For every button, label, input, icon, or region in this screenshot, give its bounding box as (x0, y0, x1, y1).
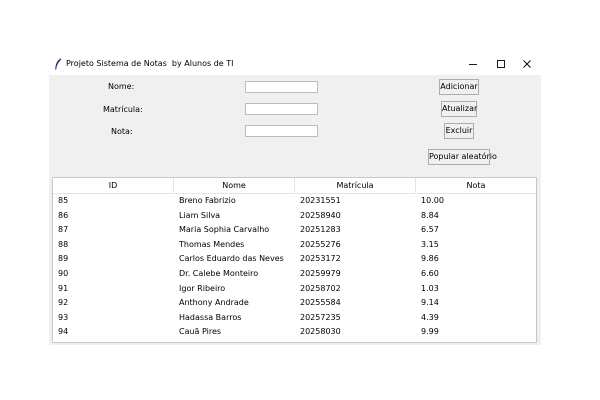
cell-nota: 9.86 (421, 254, 439, 264)
nome-label: Nome: (108, 82, 135, 91)
cell-matricula: 20258030 (300, 327, 341, 337)
nome-input[interactable] (245, 81, 318, 93)
nota-label: Nota: (111, 127, 133, 136)
cell-matricula: 20258940 (300, 210, 341, 220)
column-header-nome[interactable]: Nome (174, 178, 295, 194)
table-row[interactable] (53, 282, 536, 297)
cell-matricula: 20255584 (300, 298, 341, 308)
cell-nome: Thomas Mendes (179, 239, 245, 249)
table-header (53, 178, 536, 194)
table-row[interactable] (53, 325, 536, 340)
table-row[interactable] (53, 311, 536, 326)
cell-matricula: 20259979 (300, 268, 341, 278)
minimize-button[interactable] (459, 53, 487, 75)
maximize-icon (496, 59, 506, 69)
cell-nome: Hadassa Barros (179, 312, 242, 322)
cell-nome: Maria Sophia Carvalho (179, 225, 270, 235)
table-row[interactable] (53, 209, 536, 224)
atualizar-button[interactable]: Atualizar (441, 101, 477, 117)
cell-id: 86 (58, 210, 69, 220)
cell-id: 89 (58, 254, 69, 264)
cell-nome: Dr. Calebe Monteiro (179, 268, 259, 278)
minimize-icon (468, 59, 478, 69)
matricula-label: Matrícula: (103, 105, 143, 114)
column-header-matricula[interactable]: Matrícula (295, 178, 416, 194)
column-header-nota[interactable]: Nota (416, 178, 536, 194)
cell-id: 94 (58, 327, 69, 337)
cell-nota: 8.84 (421, 210, 439, 220)
cell-id: 87 (58, 225, 69, 235)
cell-matricula: 20255276 (300, 239, 341, 249)
cell-id: 93 (58, 312, 69, 322)
cell-id: 91 (58, 283, 69, 293)
students-table[interactable] (52, 177, 537, 343)
nota-input[interactable] (245, 125, 318, 137)
app-window (49, 53, 541, 345)
cell-nota: 3.15 (421, 239, 439, 249)
title-bar[interactable] (49, 53, 541, 75)
excluir-button[interactable]: Excluir (444, 123, 474, 139)
cell-nome: Carlos Eduardo das Neves (179, 254, 284, 264)
column-header-id[interactable]: ID (53, 178, 174, 194)
cell-id: 85 (58, 196, 69, 205)
table-row[interactable] (53, 267, 536, 282)
adicionar-button[interactable]: Adicionar (439, 79, 479, 95)
cell-nome: Igor Ribeiro (179, 283, 226, 293)
cell-nota: 6.57 (421, 225, 439, 235)
cell-nota: 9.14 (421, 298, 439, 308)
table-row[interactable] (53, 296, 536, 311)
close-button[interactable] (513, 53, 541, 75)
cell-id: 90 (58, 268, 69, 278)
table-row[interactable] (53, 194, 536, 209)
table-row[interactable] (53, 252, 536, 267)
feather-icon (54, 58, 62, 70)
table-row[interactable] (53, 223, 536, 238)
cell-nota: 1.03 (421, 283, 439, 293)
cell-matricula: 20231551 (300, 196, 341, 205)
table-body (53, 194, 536, 340)
cell-matricula: 20253172 (300, 254, 341, 264)
popular-aleatorio-button[interactable]: Popular aleatório (428, 149, 490, 165)
matricula-input[interactable] (245, 103, 318, 115)
close-icon (522, 59, 532, 69)
cell-nome: Anthony Andrade (179, 298, 249, 308)
table-row[interactable] (53, 238, 536, 253)
cell-nome: Liam Silva (179, 210, 221, 220)
cell-matricula: 20258702 (300, 283, 341, 293)
cell-nota: 10.00 (421, 196, 444, 205)
cell-matricula: 20257235 (300, 312, 341, 322)
cell-nota: 9.99 (421, 327, 439, 337)
cell-nome: Cauã Pires (179, 327, 222, 337)
cell-id: 92 (58, 298, 69, 308)
cell-nota: 4.39 (421, 312, 439, 322)
cell-id: 88 (58, 239, 69, 249)
maximize-button[interactable] (487, 53, 515, 75)
cell-nome: Breno Fabrizio (179, 196, 236, 205)
window-title: Projeto Sistema de Notas by Alunos de TI (66, 59, 234, 68)
cell-nota: 6.60 (421, 268, 439, 278)
cell-matricula: 20251283 (300, 225, 341, 235)
